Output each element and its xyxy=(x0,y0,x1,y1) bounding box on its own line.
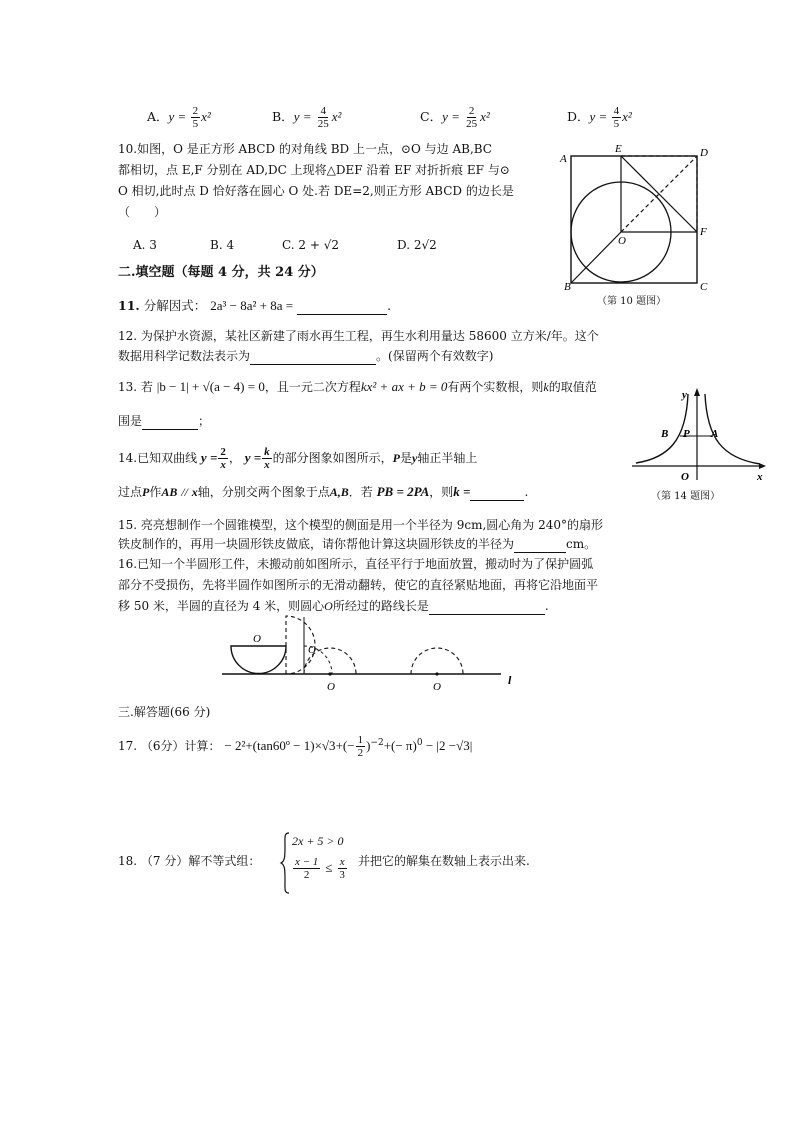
fraction-num: 4 xyxy=(320,105,326,117)
q11-number: 11. xyxy=(118,298,140,313)
q10-option-b: B. 4 xyxy=(210,238,235,252)
q14-point-p: P xyxy=(392,451,400,465)
q17-expr-part: | xyxy=(469,738,473,753)
q13-text: ，且一元二次方程 xyxy=(264,380,361,394)
q10-option-a: A. 3 xyxy=(133,238,157,252)
semicircle-initial xyxy=(231,646,286,673)
q14-separator: ， xyxy=(228,451,241,465)
q14-line-2 xyxy=(118,483,528,501)
q17-sqrt3: √3 xyxy=(456,738,470,753)
q18-inequality-2 xyxy=(292,856,348,881)
q18-ineq2-rhs xyxy=(337,856,347,881)
q9-option-a xyxy=(147,105,211,130)
q17-expr-part: +(− xyxy=(335,738,355,753)
q14-text: 轴，分别交两个图象于点 xyxy=(197,485,330,499)
fraction-den: 2 xyxy=(303,869,310,881)
q12-text-tail: 。(保留两个有效数字) xyxy=(376,349,494,363)
q12-text: 数据用科学记数法表示为 xyxy=(118,349,251,363)
q17-expr-part: − 2²+(tan60º − 1)× xyxy=(224,738,322,753)
q11-period: . xyxy=(387,298,392,313)
q14-point-p: P xyxy=(142,485,150,499)
q10-figure xyxy=(560,143,710,296)
q14-text: 作 xyxy=(149,485,162,499)
q11 xyxy=(118,297,391,315)
q18-tail: 并把它的解集在数轴上表示出来. xyxy=(358,854,530,868)
q14-text: 的部分图象如图所示， xyxy=(272,451,393,465)
q14-text: ．若 xyxy=(348,485,373,499)
fraction-den: 3 xyxy=(339,869,345,881)
semicircle-ground-2 xyxy=(411,648,463,674)
label-o-ground-2: O xyxy=(433,681,441,693)
fraction-num: x − 1 xyxy=(295,856,319,868)
q14-axis-y: y xyxy=(412,451,418,465)
q10-line-3: O 相切,此时点 D 恰好落在圆心 O 处.若 DE=2,则正方形 ABCD 的边长是 xyxy=(118,184,514,198)
q17-expr-part: − |2 − xyxy=(422,738,457,753)
q13-condition: |b − 1| + √(a − 4) = 0 xyxy=(156,379,265,394)
option-label: D． xyxy=(567,109,590,124)
fraction-num: k xyxy=(264,446,270,458)
q18-ineq1: 2x + 5 > 0 xyxy=(292,834,344,848)
q18-ineq2-lhs xyxy=(293,856,320,881)
brace-path xyxy=(281,833,289,893)
option-expr-pre: y = xyxy=(168,109,190,124)
fraction-num: 2 xyxy=(220,446,226,458)
section-2-title: 二.填空题（每题 4 分，共 24 分） xyxy=(118,265,324,280)
q12-line-1: 12. 为保护水资源，某社区新建了雨水再生工程，再生水利用量达 58600 立方米/年。这个 xyxy=(118,329,599,343)
label-o: O xyxy=(618,235,626,247)
q9-option-c xyxy=(420,105,490,130)
fraction-num: 1 xyxy=(357,734,364,746)
q16-text: 移 50 米，半圆的直径为 4 米，则圆心 xyxy=(118,599,325,613)
q15-answer-blank[interactable] xyxy=(514,538,566,553)
q14-axis-x: x xyxy=(191,485,198,499)
q16-figure xyxy=(220,612,526,694)
q14-segment-ab: AB xyxy=(161,485,178,499)
q14-curve1-lhs: y = xyxy=(200,450,218,465)
q17-exponent: −2 xyxy=(370,738,384,748)
q14-condition: PB = 2PA xyxy=(376,484,430,499)
label-e: E xyxy=(615,143,622,155)
q13-answer-blank[interactable] xyxy=(142,415,198,430)
option-expr-pre: y = xyxy=(293,109,315,124)
option-expr-post: x² xyxy=(622,109,632,124)
q13-text: ； xyxy=(198,414,211,428)
q16-line-2: 部分不受损伤，先将半圆作如图所示的无滑动翻转，使它的直径紧贴地面，再将它沿地面平 xyxy=(118,578,599,592)
q16-line-1: 16.已知一个半圆形工件，未搬动前如图所示，直径平行于地面放置，搬动时为了保护圆弧 xyxy=(118,557,594,571)
q10-option-c: C. 2 + √2 xyxy=(282,238,339,252)
q14-curve1-fraction xyxy=(218,446,228,471)
q14-figure xyxy=(630,386,768,482)
fraction-num: 4 xyxy=(613,105,620,117)
fraction-den: 25 xyxy=(466,118,478,130)
q13-line-1 xyxy=(118,378,597,396)
q10-figure-caption: （第 10 题图） xyxy=(597,296,667,307)
q11-answer-blank[interactable] xyxy=(297,300,387,315)
q17-exponent-zero: 0 xyxy=(416,738,423,748)
option-expr-pre: y = xyxy=(442,109,464,124)
q16-period: . xyxy=(544,599,549,613)
q9-option-d xyxy=(567,105,632,130)
option-label: A． xyxy=(147,109,169,124)
option-fraction xyxy=(464,105,479,130)
q13-text: 的取值范 xyxy=(548,380,597,394)
q18-text: 18. （7 分）解不等式组： xyxy=(118,854,261,868)
label-o: O xyxy=(681,471,689,483)
q15-text: 铁皮制作的，再用一块圆形铁皮做底，请你帮他计算这块圆形铁皮的半径为 xyxy=(118,537,515,551)
q14-curve2-lhs: y = xyxy=(244,450,262,465)
x-axis-arrow xyxy=(759,463,766,469)
fraction-num: 2 xyxy=(468,105,475,117)
q17 xyxy=(118,734,472,759)
fraction-den: 5 xyxy=(192,118,199,130)
fraction-num: x xyxy=(339,856,345,868)
option-label: B． xyxy=(272,109,294,124)
label-o-ground-1: O xyxy=(327,681,335,693)
q14-text: 过点 xyxy=(118,485,143,499)
option-expr-post: x² xyxy=(480,109,490,124)
label-o-initial: O xyxy=(253,633,261,645)
q17-expr-part: ) xyxy=(366,738,371,753)
label-d: D xyxy=(700,147,708,159)
q17-fraction xyxy=(356,734,366,759)
q14-answer-blank[interactable] xyxy=(470,486,524,501)
q18-inequality-1 xyxy=(292,832,344,850)
q15-line-2 xyxy=(118,535,596,553)
label-c: C xyxy=(700,281,708,293)
q14-k-eq: k = xyxy=(453,484,471,499)
fraction-den: 5 xyxy=(613,118,620,130)
q14-parallel-sign: // xyxy=(181,485,188,499)
q10-line-1: 10.如图，O 是正方形 ABCD 的对角线 BD 上一点，⊙O 与边 AB,BC xyxy=(118,142,492,156)
q14-points-ab: A,B xyxy=(329,485,349,499)
fraction-den: 2 xyxy=(357,747,364,759)
option-fraction xyxy=(191,105,201,130)
q13-variable-k: k xyxy=(543,380,549,394)
q13-line-2 xyxy=(118,412,210,430)
q9-option-b xyxy=(272,105,341,130)
q18-ineq2-op: ≤ xyxy=(325,860,333,875)
fraction-den: x xyxy=(264,459,270,471)
label-a: A xyxy=(560,153,567,165)
center-dot-2 xyxy=(435,672,438,675)
q14-curve2-fraction xyxy=(262,446,272,471)
option-expr-post: x² xyxy=(201,109,211,124)
q15-unit: cm。 xyxy=(566,537,597,551)
section-3-title: 三.解答题(66 分) xyxy=(118,705,211,719)
q12-line-2 xyxy=(118,347,493,365)
q11-expression: 2a³ − 8a² + 8a = xyxy=(210,298,294,313)
q13-text: 围是 xyxy=(118,414,143,428)
q13-text: 13. 若 xyxy=(118,380,153,394)
label-o-flipping: O xyxy=(308,644,316,656)
q11-text: 分解因式： xyxy=(143,298,207,313)
option-fraction xyxy=(612,105,622,130)
q10-line-4: （ ） xyxy=(118,205,167,219)
option-expr-pre: y = xyxy=(589,109,611,124)
q17-sqrt3: √3 xyxy=(321,738,336,753)
q15-line-1: 15. 亮亮想制作一个圆锥模型，这个模型的侧面是用一个半径为 9cm,圆心角为 240°的扇形 xyxy=(118,518,603,532)
label-x: x xyxy=(757,471,763,483)
q10-line-2: 都相切，点 E,F 分别在 AD,DC 上现将△DEF 沿着 EF 对折折痕 EF 与⊙ xyxy=(118,163,510,177)
q17-expr-part: +(− π) xyxy=(383,738,417,753)
center-dot-1 xyxy=(328,672,331,675)
q13-equation: kx² + ax + b = 0 xyxy=(360,379,448,394)
q16-text: 所经过的路线长是 xyxy=(332,599,429,613)
label-y: y xyxy=(682,389,687,401)
q14-figure-caption: （第 14 题图） xyxy=(651,491,721,502)
label-l: l xyxy=(508,673,512,687)
q14-period: . xyxy=(524,485,529,499)
q13-text: 有两个实数根，则 xyxy=(447,380,544,394)
label-f: F xyxy=(700,226,707,238)
label-a: A xyxy=(711,428,719,440)
option-fraction xyxy=(316,105,331,130)
q10-option-d: D. 2√2 xyxy=(397,238,437,252)
fraction-num: 2 xyxy=(192,105,199,117)
q16-center-o: O xyxy=(324,599,333,613)
q17-text: 17. （6分）计算： xyxy=(118,739,221,753)
q12-answer-blank[interactable] xyxy=(250,350,376,365)
y-axis-arrow xyxy=(694,388,700,396)
option-label: C． xyxy=(420,109,443,124)
q18-brace xyxy=(280,832,290,894)
q14-text: ，则 xyxy=(429,485,454,499)
fraction-den: 25 xyxy=(317,118,329,130)
fraction-den: x xyxy=(220,459,226,471)
option-expr-post: x² xyxy=(331,109,342,124)
label-b: B xyxy=(661,428,669,440)
q14-line-1 xyxy=(118,446,477,471)
q14-text: 14.已知双曲线 xyxy=(118,451,198,465)
label-p: P xyxy=(683,428,690,440)
q14-text: 轴正半轴上 xyxy=(417,451,478,465)
q14-text: 是 xyxy=(400,451,413,465)
label-b: B xyxy=(564,281,571,293)
